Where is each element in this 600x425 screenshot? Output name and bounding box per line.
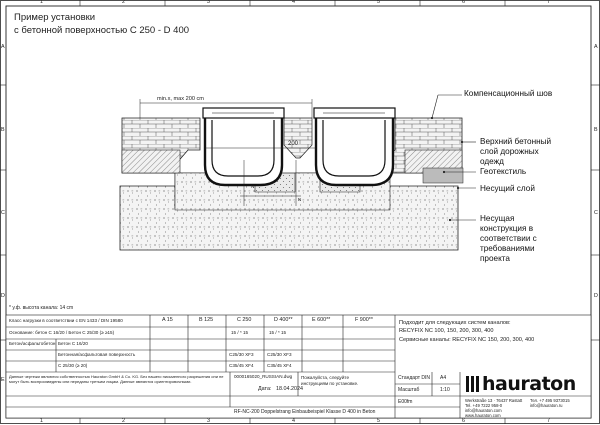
suitable-line1: RECYFIX NC 100, 150, 200, 300, 400	[399, 328, 494, 334]
callout-geotextile: Геотекстиль	[480, 167, 527, 176]
scale-value: 1:10	[440, 387, 450, 393]
row6-val-d: C35/45 XF4	[267, 363, 292, 368]
grid-row-d: D	[1, 293, 5, 299]
class-c250: C 250	[237, 317, 252, 323]
geotextile	[423, 168, 463, 183]
grid-row-a-right: A	[594, 44, 598, 50]
file-code: 0000165020_RUSSIAN.dwg	[234, 374, 293, 379]
row5-val-d: C25/30 XF3	[267, 352, 292, 357]
dimension-small2: N	[298, 197, 302, 202]
grid-row-c-right: C	[594, 210, 598, 216]
drawing-heading-line2: с бетонной поверхностью C 250 - D 400	[14, 25, 190, 36]
callout-surface-line3: одежд	[480, 157, 504, 166]
callout-base-course: Несущий слой	[480, 184, 535, 193]
left-slab-hatch	[122, 150, 180, 173]
install-note-line1: Пожалуйста, следуйте	[301, 375, 350, 380]
callout-expansion-joint: Компенсационный шов	[464, 89, 553, 98]
callout-structure-line2: конструкция в	[480, 224, 534, 233]
class-header: Класс нагрузки в соответствии с EN 1433 / DIN 19580	[9, 318, 123, 323]
row6-val-c: C35/45 XF4	[229, 363, 254, 368]
grid-col-7-bottom: 7	[547, 418, 550, 424]
company-mail: info@hauraton.ru	[530, 403, 563, 408]
class-d400: D 400**	[274, 317, 293, 323]
grid-col-1: 1	[40, 0, 43, 5]
standard-label: Стандарт DIN	[398, 375, 431, 381]
class-b125: B 125	[199, 317, 214, 323]
scale-label: Масштаб	[398, 387, 420, 393]
dimension-mid: 200	[288, 141, 299, 147]
class-e600: E 600**	[312, 317, 331, 323]
callout-structure-line3: соответствии с	[480, 234, 537, 243]
row3-b: Бетон C 16/20	[58, 341, 88, 346]
grid-row-b: B	[1, 127, 5, 133]
grid-col-2-bottom: 2	[122, 418, 125, 424]
callout-structure-line5: проекта	[480, 254, 510, 263]
dimension-top: min.x, max 200 cm	[157, 96, 204, 102]
class-f900: F 900**	[355, 317, 373, 323]
date-value: 18.04.2024	[276, 386, 303, 392]
grid-col-3: 3	[207, 0, 210, 5]
row4: Бетонная/асфальтовая поверхность	[58, 352, 136, 357]
grid-col-5-bottom: 5	[377, 418, 380, 424]
hauraton-logo	[464, 373, 589, 395]
grid-row-b-right: B	[594, 127, 598, 133]
row5-val-c: C25/30 XF3	[229, 352, 254, 357]
row3-a: Бетон/асфальтобетон	[9, 341, 56, 346]
grid-col-2: 2	[122, 0, 125, 5]
drawing-title: RF-NC-200 Doppelstrang Einbaubeispiel Klasse D 400 in Beton	[234, 409, 376, 415]
logo-icon	[466, 376, 480, 392]
callout-surface-line2: слой дорожных	[480, 147, 539, 156]
grid-col-4-bottom: 4	[292, 418, 295, 424]
grid-col-5: 5	[377, 0, 380, 5]
row5: C 25/30 (≥ 20)	[58, 363, 88, 368]
revision: E00fm	[398, 399, 413, 405]
class-a15: A 15	[162, 317, 173, 323]
company-phone: Тел. +7 495 9373015	[530, 398, 570, 403]
grid-col-1-bottom: 1	[40, 418, 43, 424]
company-line1: Werkstraße 13 · 76437 Rastatt	[465, 398, 523, 403]
date-label: Дата:	[258, 386, 272, 392]
company-line2: Tel. +49 7222 958-0	[465, 403, 503, 408]
suitable-line2: Сервисные каналы: RECYFIX NC 150, 200, 300, 400	[399, 337, 535, 343]
grid-col-7: 7	[547, 0, 550, 5]
callout-structure-line1: Несущая	[480, 214, 515, 223]
install-note-line2: инструкциям по установке.	[301, 381, 359, 386]
drawing-heading-line1: Пример установки	[14, 12, 96, 23]
drainage-channel-left	[203, 108, 284, 185]
row2-val-d: 15 / * 15	[269, 330, 287, 335]
dimension-small1: N	[251, 184, 255, 189]
sheet-size: A4	[440, 375, 447, 381]
logo-text: hauraton	[482, 373, 576, 395]
grid-col-6: 6	[462, 0, 465, 5]
grid-row-d-right: D	[594, 293, 598, 299]
disclaimer: Данные чертежи являются собственностью Hauraton GmbH & Co. KG. Без нашего письменного разрешения они не могут быть воспроизведены или переданы третьим лицам. Данные являются ориентировочными.	[9, 374, 224, 384]
grid-row-e: E	[1, 377, 5, 383]
callout-surface-line1: Верхний бетонный	[480, 137, 552, 146]
grid-row-a: A	[1, 44, 5, 50]
row2-val-c: 15 / * 15	[231, 330, 249, 335]
grid-col-3-bottom: 3	[207, 418, 210, 424]
suitable-header: Подходит для следующих систем каналов:	[399, 320, 511, 326]
company-line4: www.hauraton.com	[465, 413, 501, 418]
callout-structure-line4: требованиями	[480, 244, 535, 253]
grid-col-6-bottom: 6	[462, 418, 465, 424]
company-line3: info@hauraton.com	[465, 408, 502, 413]
grid-col-4: 4	[292, 0, 295, 5]
grid-row-c: C	[1, 210, 5, 216]
drainage-channel-right	[314, 108, 395, 185]
row2-label: Основание: бетон C 16/20 / Бетон C 25/30 (≥ ≥15)	[9, 330, 115, 335]
footnote: * у.ф. высота канала: 14 cm	[9, 305, 74, 311]
